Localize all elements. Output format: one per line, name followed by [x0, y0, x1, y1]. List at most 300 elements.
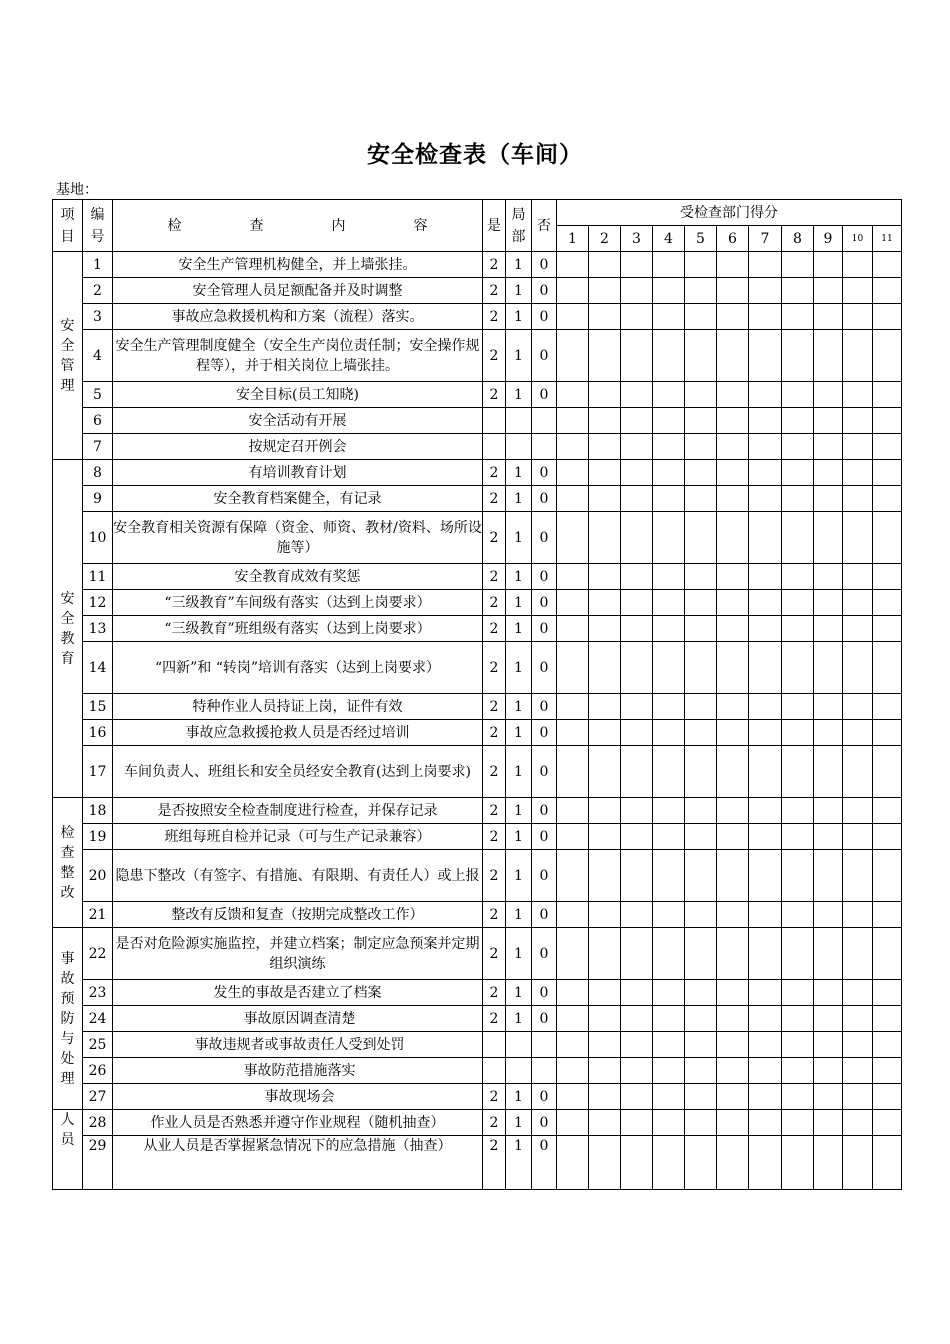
dept-score-cell[interactable]	[843, 720, 873, 746]
dept-score-cell[interactable]	[843, 408, 873, 434]
dept-score-cell[interactable]	[589, 694, 621, 720]
dept-score-cell[interactable]	[621, 1084, 653, 1110]
dept-score-cell[interactable]	[717, 616, 749, 642]
dept-score-cell[interactable]	[653, 850, 685, 902]
dept-score-cell[interactable]	[589, 1058, 621, 1084]
dept-score-cell[interactable]	[814, 720, 843, 746]
dept-score-cell[interactable]	[685, 642, 717, 694]
dept-score-cell[interactable]	[782, 850, 814, 902]
dept-score-cell[interactable]	[782, 980, 814, 1006]
dept-score-cell[interactable]	[717, 512, 749, 564]
dept-score-cell[interactable]	[685, 252, 717, 278]
dept-score-cell[interactable]	[717, 694, 749, 720]
dept-score-cell[interactable]	[749, 642, 782, 694]
dept-score-cell[interactable]	[843, 1084, 873, 1110]
dept-score-cell[interactable]	[653, 1084, 685, 1110]
dept-score-cell[interactable]	[653, 382, 685, 408]
dept-score-cell[interactable]	[717, 1032, 749, 1058]
dept-score-cell[interactable]	[814, 278, 843, 304]
dept-score-cell[interactable]	[843, 1058, 873, 1084]
dept-score-cell[interactable]	[843, 460, 873, 486]
dept-score-cell[interactable]	[621, 382, 653, 408]
dept-score-cell[interactable]	[814, 902, 843, 928]
dept-score-cell[interactable]	[782, 694, 814, 720]
dept-score-cell[interactable]	[653, 1058, 685, 1084]
dept-score-cell[interactable]	[557, 902, 589, 928]
dept-score-cell[interactable]	[782, 460, 814, 486]
dept-score-cell[interactable]	[782, 798, 814, 824]
dept-score-cell[interactable]	[621, 278, 653, 304]
dept-score-cell[interactable]	[685, 694, 717, 720]
dept-score-cell[interactable]	[873, 564, 902, 590]
dept-score-cell[interactable]	[557, 1110, 589, 1136]
dept-score-cell[interactable]	[589, 382, 621, 408]
dept-score-cell[interactable]	[685, 278, 717, 304]
dept-score-cell[interactable]	[843, 694, 873, 720]
dept-score-cell[interactable]	[589, 746, 621, 798]
dept-score-cell[interactable]	[749, 512, 782, 564]
dept-score-cell[interactable]	[589, 824, 621, 850]
dept-score-cell[interactable]	[589, 616, 621, 642]
dept-score-cell[interactable]	[621, 330, 653, 382]
dept-score-cell[interactable]	[717, 824, 749, 850]
dept-score-cell[interactable]	[749, 408, 782, 434]
dept-score-cell[interactable]	[873, 460, 902, 486]
dept-score-cell[interactable]	[873, 278, 902, 304]
dept-score-cell[interactable]	[685, 1006, 717, 1032]
dept-score-cell[interactable]	[557, 798, 589, 824]
dept-score-cell[interactable]	[589, 928, 621, 980]
dept-score-cell[interactable]	[557, 1136, 589, 1190]
dept-score-cell[interactable]	[653, 252, 685, 278]
dept-score-cell[interactable]	[621, 1058, 653, 1084]
dept-score-cell[interactable]	[685, 408, 717, 434]
dept-score-cell[interactable]	[621, 590, 653, 616]
dept-score-cell[interactable]	[717, 1084, 749, 1110]
dept-score-cell[interactable]	[873, 434, 902, 460]
dept-score-cell[interactable]	[843, 382, 873, 408]
dept-score-cell[interactable]	[749, 980, 782, 1006]
dept-score-cell[interactable]	[814, 616, 843, 642]
dept-score-cell[interactable]	[873, 1058, 902, 1084]
dept-score-cell[interactable]	[589, 564, 621, 590]
dept-score-cell[interactable]	[653, 590, 685, 616]
dept-score-cell[interactable]	[782, 824, 814, 850]
dept-score-cell[interactable]	[621, 720, 653, 746]
dept-score-cell[interactable]	[782, 928, 814, 980]
dept-score-cell[interactable]	[621, 824, 653, 850]
dept-score-cell[interactable]	[653, 278, 685, 304]
dept-score-cell[interactable]	[717, 460, 749, 486]
dept-score-cell[interactable]	[873, 902, 902, 928]
dept-score-cell[interactable]	[843, 798, 873, 824]
dept-score-cell[interactable]	[653, 798, 685, 824]
dept-score-cell[interactable]	[557, 746, 589, 798]
dept-score-cell[interactable]	[873, 1110, 902, 1136]
dept-score-cell[interactable]	[782, 1006, 814, 1032]
dept-score-cell[interactable]	[685, 460, 717, 486]
dept-score-cell[interactable]	[814, 1110, 843, 1136]
dept-score-cell[interactable]	[557, 642, 589, 694]
dept-score-cell[interactable]	[621, 1110, 653, 1136]
dept-score-cell[interactable]	[653, 694, 685, 720]
dept-score-cell[interactable]	[685, 304, 717, 330]
dept-score-cell[interactable]	[621, 304, 653, 330]
dept-score-cell[interactable]	[782, 486, 814, 512]
dept-score-cell[interactable]	[557, 980, 589, 1006]
dept-score-cell[interactable]	[653, 824, 685, 850]
dept-score-cell[interactable]	[873, 304, 902, 330]
dept-score-cell[interactable]	[843, 512, 873, 564]
dept-score-cell[interactable]	[843, 642, 873, 694]
dept-score-cell[interactable]	[589, 850, 621, 902]
dept-score-cell[interactable]	[653, 642, 685, 694]
dept-score-cell[interactable]	[814, 486, 843, 512]
dept-score-cell[interactable]	[843, 1136, 873, 1190]
dept-score-cell[interactable]	[717, 330, 749, 382]
dept-score-cell[interactable]	[843, 824, 873, 850]
dept-score-cell[interactable]	[843, 590, 873, 616]
dept-score-cell[interactable]	[782, 512, 814, 564]
dept-score-cell[interactable]	[843, 616, 873, 642]
dept-score-cell[interactable]	[873, 252, 902, 278]
dept-score-cell[interactable]	[717, 1006, 749, 1032]
dept-score-cell[interactable]	[843, 486, 873, 512]
dept-score-cell[interactable]	[557, 330, 589, 382]
dept-score-cell[interactable]	[843, 278, 873, 304]
dept-score-cell[interactable]	[653, 1110, 685, 1136]
dept-score-cell[interactable]	[843, 1032, 873, 1058]
dept-score-cell[interactable]	[814, 928, 843, 980]
dept-score-cell[interactable]	[685, 928, 717, 980]
dept-score-cell[interactable]	[873, 746, 902, 798]
dept-score-cell[interactable]	[814, 434, 843, 460]
dept-score-cell[interactable]	[749, 278, 782, 304]
dept-score-cell[interactable]	[557, 590, 589, 616]
dept-score-cell[interactable]	[873, 980, 902, 1006]
dept-score-cell[interactable]	[843, 304, 873, 330]
dept-score-cell[interactable]	[717, 928, 749, 980]
dept-score-cell[interactable]	[653, 564, 685, 590]
dept-score-cell[interactable]	[621, 980, 653, 1006]
dept-score-cell[interactable]	[653, 720, 685, 746]
dept-score-cell[interactable]	[685, 1084, 717, 1110]
dept-score-cell[interactable]	[814, 1058, 843, 1084]
dept-score-cell[interactable]	[717, 720, 749, 746]
dept-score-cell[interactable]	[814, 304, 843, 330]
dept-score-cell[interactable]	[814, 824, 843, 850]
dept-score-cell[interactable]	[814, 1136, 843, 1190]
dept-score-cell[interactable]	[873, 408, 902, 434]
dept-score-cell[interactable]	[685, 902, 717, 928]
dept-score-cell[interactable]	[621, 512, 653, 564]
dept-score-cell[interactable]	[557, 382, 589, 408]
dept-score-cell[interactable]	[749, 434, 782, 460]
dept-score-cell[interactable]	[685, 850, 717, 902]
dept-score-cell[interactable]	[685, 1032, 717, 1058]
dept-score-cell[interactable]	[814, 460, 843, 486]
dept-score-cell[interactable]	[814, 1006, 843, 1032]
dept-score-cell[interactable]	[621, 486, 653, 512]
dept-score-cell[interactable]	[782, 278, 814, 304]
dept-score-cell[interactable]	[782, 1058, 814, 1084]
dept-score-cell[interactable]	[653, 434, 685, 460]
dept-score-cell[interactable]	[749, 850, 782, 902]
dept-score-cell[interactable]	[749, 1110, 782, 1136]
dept-score-cell[interactable]	[717, 278, 749, 304]
dept-score-cell[interactable]	[782, 720, 814, 746]
dept-score-cell[interactable]	[843, 850, 873, 902]
dept-score-cell[interactable]	[589, 642, 621, 694]
dept-score-cell[interactable]	[589, 590, 621, 616]
dept-score-cell[interactable]	[557, 460, 589, 486]
dept-score-cell[interactable]	[557, 408, 589, 434]
dept-score-cell[interactable]	[843, 434, 873, 460]
dept-score-cell[interactable]	[843, 928, 873, 980]
dept-score-cell[interactable]	[873, 850, 902, 902]
dept-score-cell[interactable]	[685, 564, 717, 590]
dept-score-cell[interactable]	[589, 304, 621, 330]
dept-score-cell[interactable]	[814, 1084, 843, 1110]
dept-score-cell[interactable]	[653, 746, 685, 798]
dept-score-cell[interactable]	[621, 408, 653, 434]
dept-score-cell[interactable]	[589, 408, 621, 434]
dept-score-cell[interactable]	[814, 1032, 843, 1058]
dept-score-cell[interactable]	[589, 486, 621, 512]
dept-score-cell[interactable]	[685, 486, 717, 512]
dept-score-cell[interactable]	[873, 616, 902, 642]
dept-score-cell[interactable]	[589, 460, 621, 486]
dept-score-cell[interactable]	[653, 460, 685, 486]
dept-score-cell[interactable]	[749, 798, 782, 824]
dept-score-cell[interactable]	[782, 564, 814, 590]
dept-score-cell[interactable]	[589, 1032, 621, 1058]
dept-score-cell[interactable]	[589, 330, 621, 382]
dept-score-cell[interactable]	[685, 1110, 717, 1136]
dept-score-cell[interactable]	[589, 434, 621, 460]
dept-score-cell[interactable]	[814, 980, 843, 1006]
dept-score-cell[interactable]	[843, 980, 873, 1006]
dept-score-cell[interactable]	[557, 720, 589, 746]
dept-score-cell[interactable]	[843, 330, 873, 382]
dept-score-cell[interactable]	[843, 252, 873, 278]
dept-score-cell[interactable]	[782, 1084, 814, 1110]
dept-score-cell[interactable]	[653, 1032, 685, 1058]
dept-score-cell[interactable]	[653, 330, 685, 382]
dept-score-cell[interactable]	[557, 694, 589, 720]
dept-score-cell[interactable]	[782, 1032, 814, 1058]
dept-score-cell[interactable]	[717, 408, 749, 434]
dept-score-cell[interactable]	[653, 486, 685, 512]
dept-score-cell[interactable]	[873, 1032, 902, 1058]
dept-score-cell[interactable]	[557, 278, 589, 304]
dept-score-cell[interactable]	[749, 746, 782, 798]
dept-score-cell[interactable]	[749, 902, 782, 928]
dept-score-cell[interactable]	[621, 1032, 653, 1058]
dept-score-cell[interactable]	[653, 408, 685, 434]
dept-score-cell[interactable]	[685, 590, 717, 616]
dept-score-cell[interactable]	[814, 382, 843, 408]
dept-score-cell[interactable]	[557, 928, 589, 980]
dept-score-cell[interactable]	[557, 1006, 589, 1032]
dept-score-cell[interactable]	[749, 304, 782, 330]
dept-score-cell[interactable]	[717, 980, 749, 1006]
dept-score-cell[interactable]	[685, 512, 717, 564]
dept-score-cell[interactable]	[814, 798, 843, 824]
dept-score-cell[interactable]	[653, 616, 685, 642]
dept-score-cell[interactable]	[873, 382, 902, 408]
dept-score-cell[interactable]	[621, 902, 653, 928]
dept-score-cell[interactable]	[749, 1032, 782, 1058]
dept-score-cell[interactable]	[782, 382, 814, 408]
dept-score-cell[interactable]	[621, 798, 653, 824]
dept-score-cell[interactable]	[749, 1058, 782, 1084]
dept-score-cell[interactable]	[749, 1006, 782, 1032]
dept-score-cell[interactable]	[717, 564, 749, 590]
dept-score-cell[interactable]	[589, 1006, 621, 1032]
dept-score-cell[interactable]	[621, 928, 653, 980]
dept-score-cell[interactable]	[814, 564, 843, 590]
dept-score-cell[interactable]	[589, 902, 621, 928]
dept-score-cell[interactable]	[873, 512, 902, 564]
dept-score-cell[interactable]	[814, 746, 843, 798]
dept-score-cell[interactable]	[873, 590, 902, 616]
dept-score-cell[interactable]	[749, 928, 782, 980]
dept-score-cell[interactable]	[589, 1136, 621, 1190]
dept-score-cell[interactable]	[685, 720, 717, 746]
dept-score-cell[interactable]	[589, 252, 621, 278]
dept-score-cell[interactable]	[717, 434, 749, 460]
dept-score-cell[interactable]	[621, 694, 653, 720]
dept-score-cell[interactable]	[717, 382, 749, 408]
dept-score-cell[interactable]	[621, 460, 653, 486]
dept-score-cell[interactable]	[685, 798, 717, 824]
dept-score-cell[interactable]	[749, 1084, 782, 1110]
dept-score-cell[interactable]	[873, 824, 902, 850]
dept-score-cell[interactable]	[749, 564, 782, 590]
dept-score-cell[interactable]	[749, 330, 782, 382]
dept-score-cell[interactable]	[843, 564, 873, 590]
dept-score-cell[interactable]	[749, 590, 782, 616]
dept-score-cell[interactable]	[814, 252, 843, 278]
dept-score-cell[interactable]	[782, 642, 814, 694]
dept-score-cell[interactable]	[557, 434, 589, 460]
dept-score-cell[interactable]	[873, 694, 902, 720]
dept-score-cell[interactable]	[717, 304, 749, 330]
dept-score-cell[interactable]	[557, 850, 589, 902]
dept-score-cell[interactable]	[589, 798, 621, 824]
dept-score-cell[interactable]	[782, 746, 814, 798]
dept-score-cell[interactable]	[653, 928, 685, 980]
dept-score-cell[interactable]	[717, 1110, 749, 1136]
dept-score-cell[interactable]	[685, 746, 717, 798]
dept-score-cell[interactable]	[653, 902, 685, 928]
dept-score-cell[interactable]	[782, 1136, 814, 1190]
dept-score-cell[interactable]	[814, 330, 843, 382]
dept-score-cell[interactable]	[589, 512, 621, 564]
dept-score-cell[interactable]	[717, 252, 749, 278]
dept-score-cell[interactable]	[749, 824, 782, 850]
dept-score-cell[interactable]	[782, 1110, 814, 1136]
dept-score-cell[interactable]	[621, 564, 653, 590]
dept-score-cell[interactable]	[685, 980, 717, 1006]
dept-score-cell[interactable]	[749, 252, 782, 278]
dept-score-cell[interactable]	[557, 616, 589, 642]
dept-score-cell[interactable]	[685, 330, 717, 382]
dept-score-cell[interactable]	[873, 1136, 902, 1190]
dept-score-cell[interactable]	[873, 720, 902, 746]
dept-score-cell[interactable]	[589, 1110, 621, 1136]
dept-score-cell[interactable]	[685, 434, 717, 460]
dept-score-cell[interactable]	[589, 980, 621, 1006]
dept-score-cell[interactable]	[749, 486, 782, 512]
dept-score-cell[interactable]	[717, 850, 749, 902]
dept-score-cell[interactable]	[557, 824, 589, 850]
dept-score-cell[interactable]	[557, 564, 589, 590]
dept-score-cell[interactable]	[814, 512, 843, 564]
dept-score-cell[interactable]	[621, 616, 653, 642]
dept-score-cell[interactable]	[589, 720, 621, 746]
dept-score-cell[interactable]	[653, 1136, 685, 1190]
dept-score-cell[interactable]	[814, 590, 843, 616]
dept-score-cell[interactable]	[621, 434, 653, 460]
dept-score-cell[interactable]	[873, 1006, 902, 1032]
dept-score-cell[interactable]	[749, 382, 782, 408]
dept-score-cell[interactable]	[685, 1136, 717, 1190]
dept-score-cell[interactable]	[717, 798, 749, 824]
dept-score-cell[interactable]	[749, 460, 782, 486]
dept-score-cell[interactable]	[653, 1006, 685, 1032]
dept-score-cell[interactable]	[717, 746, 749, 798]
dept-score-cell[interactable]	[685, 382, 717, 408]
dept-score-cell[interactable]	[782, 590, 814, 616]
dept-score-cell[interactable]	[589, 278, 621, 304]
dept-score-cell[interactable]	[621, 850, 653, 902]
dept-score-cell[interactable]	[782, 304, 814, 330]
dept-score-cell[interactable]	[557, 1084, 589, 1110]
dept-score-cell[interactable]	[749, 694, 782, 720]
dept-score-cell[interactable]	[782, 408, 814, 434]
dept-score-cell[interactable]	[873, 1084, 902, 1110]
dept-score-cell[interactable]	[653, 980, 685, 1006]
dept-score-cell[interactable]	[814, 408, 843, 434]
dept-score-cell[interactable]	[782, 434, 814, 460]
dept-score-cell[interactable]	[814, 850, 843, 902]
dept-score-cell[interactable]	[749, 616, 782, 642]
dept-score-cell[interactable]	[685, 824, 717, 850]
dept-score-cell[interactable]	[717, 642, 749, 694]
dept-score-cell[interactable]	[589, 1084, 621, 1110]
dept-score-cell[interactable]	[873, 642, 902, 694]
dept-score-cell[interactable]	[749, 1136, 782, 1190]
dept-score-cell[interactable]	[814, 694, 843, 720]
dept-score-cell[interactable]	[621, 1136, 653, 1190]
dept-score-cell[interactable]	[717, 590, 749, 616]
dept-score-cell[interactable]	[749, 720, 782, 746]
dept-score-cell[interactable]	[621, 642, 653, 694]
dept-score-cell[interactable]	[717, 902, 749, 928]
dept-score-cell[interactable]	[717, 1058, 749, 1084]
dept-score-cell[interactable]	[557, 512, 589, 564]
dept-score-cell[interactable]	[782, 330, 814, 382]
dept-score-cell[interactable]	[557, 486, 589, 512]
dept-score-cell[interactable]	[873, 928, 902, 980]
dept-score-cell[interactable]	[557, 252, 589, 278]
dept-score-cell[interactable]	[843, 746, 873, 798]
dept-score-cell[interactable]	[782, 252, 814, 278]
dept-score-cell[interactable]	[557, 304, 589, 330]
dept-score-cell[interactable]	[873, 798, 902, 824]
